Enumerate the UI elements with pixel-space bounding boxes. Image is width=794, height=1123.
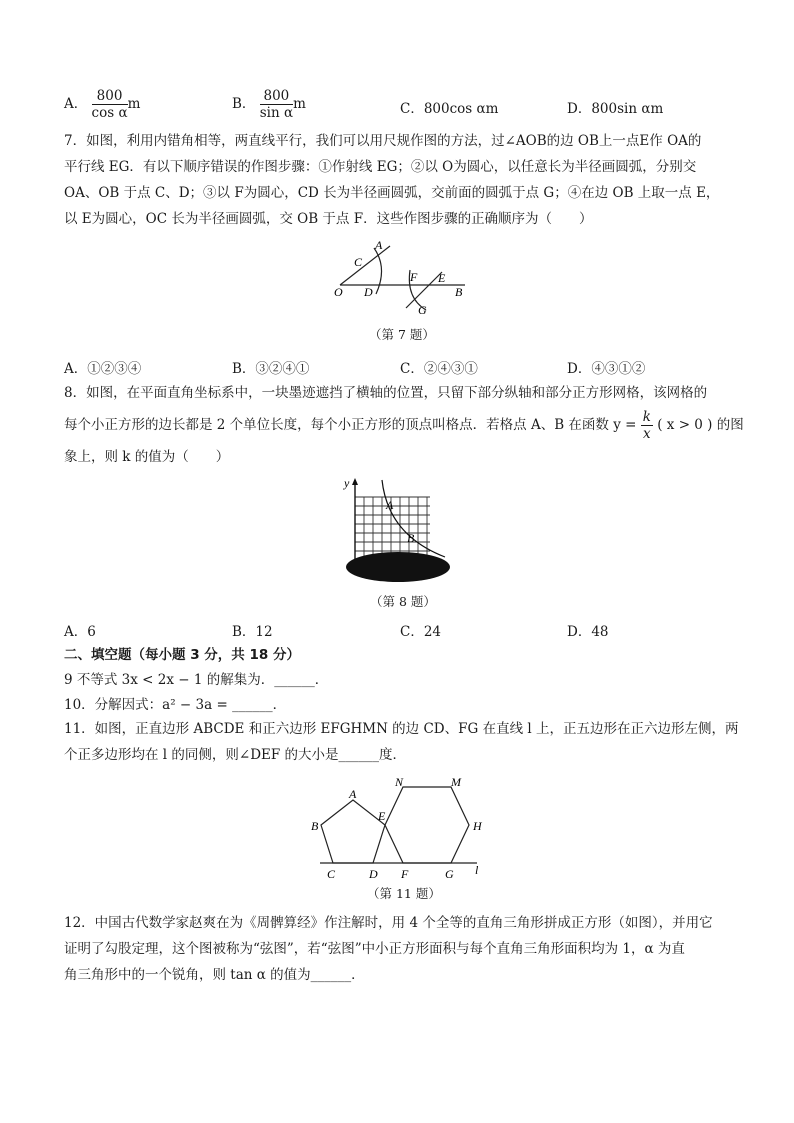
q7-option-d: D．④③①② [567, 361, 646, 377]
label-e: E [378, 809, 386, 823]
label-f: F [410, 270, 418, 284]
q12-line-2: 证明了勾股定理，这个图被称为“弦图”，若“弦图”中小正方形面积与每个直角三角形面积均为 1，α 为直 [64, 941, 685, 957]
label-m: M [451, 775, 461, 789]
label-b: B [407, 531, 415, 545]
label-b: B [455, 285, 463, 299]
label-o: O [334, 285, 343, 299]
pentagon-abcde [321, 800, 385, 863]
label-g: G [445, 867, 454, 880]
q8-line-2: 每个小正方形的边长都是 2 个单位长度，每个小正方形的顶点叫格点．若格点 A、B 在函数 y = $\frac{k}{x}$ ( x > 0 ) 的图 [64, 409, 744, 442]
q6-option-b: B． $\frac{800}{\text{sin α}}$ m [232, 88, 306, 121]
label-n: N [395, 775, 404, 789]
q7-line-4: 以 E为圆心，OC 长为半径画圆弧，交 OB 于点 F．这些作图步骤的正确顺序为（ ） [64, 211, 593, 227]
label-d: D [364, 285, 373, 299]
label-f: F [401, 867, 409, 880]
q6-option-a: A． $\frac{800}{\text{cos α}}$ m [64, 88, 141, 121]
q12-line-1: 12．中国古代数学家赵爽在为《周髀算经》作注解时，用 4 个全等的直角三角形拼成正方形（如图），并用它 [64, 915, 713, 931]
q11-caption: （第 11 题） [367, 886, 441, 901]
hyperbola [382, 480, 445, 557]
q8-line-3: 象上，则 k 的值为（ ） [64, 449, 230, 465]
q6-option-c: C．800cos αm [400, 101, 499, 117]
q8-line-1: 8．如图，在平面直角坐标系中，一块墨迹遮挡了横轴的位置，只留下部分纵轴和部分正方形网格，该网格的 [64, 385, 708, 401]
q8-figure [340, 475, 460, 585]
q7-option-a: A．①②③④ [64, 361, 142, 377]
section-fill-in-blanks: 二、填空题（每小题 3 分，共 18 分） [64, 647, 300, 663]
label-a: A [349, 787, 357, 801]
ray-oa [340, 246, 390, 285]
q11-figure [305, 770, 495, 880]
label-h: H [473, 819, 482, 833]
q7-caption: （第 7 题） [369, 327, 435, 342]
q7-figure [330, 238, 470, 318]
q10: 10．分解因式：a² − 3a = ______． [64, 697, 287, 713]
hexagon-efghmn [385, 787, 469, 863]
q7-line-2: 平行线 EG．有以下顺序错误的作图步骤：①作射线 EG；②以 O为圆心，以任意长为半径画圆弧，分别交 [64, 159, 697, 175]
q8-caption: （第 8 题） [370, 594, 436, 609]
q8-option-a: A．6 [64, 624, 96, 640]
q7-line-1: 7．如图，利用内错角相等，两直线平行，我们可以用尺规作图的方法，过∠AOB的边 OB上一点E作 OA的 [64, 133, 702, 149]
label-a: A [375, 238, 383, 252]
q8-option-b: B．12 [232, 624, 273, 640]
q9: 9 不等式 3x < 2x − 1 的解集为．______． [64, 672, 329, 688]
label-c: C [354, 255, 363, 269]
q6-option-d: D．800sin αm [567, 101, 664, 117]
label-b: B [311, 819, 319, 833]
label-l: l [475, 863, 479, 877]
arc-cd [374, 248, 382, 294]
label-e: E [438, 271, 446, 285]
q7-line-3: OA、OB 于点 C、D；③以 F为圆心，CD 长为半径画圆弧，交前面的圆弧于点 G；④在边 OB 上取一点 E， [64, 185, 720, 201]
label-a: A [386, 498, 394, 512]
label-c: C [327, 867, 336, 880]
label-y: y [344, 476, 350, 490]
y-axis-arrow [352, 478, 358, 485]
q7-option-b: B．③②④① [232, 361, 310, 377]
label-d: D [369, 867, 378, 880]
q11-line-2: 个正多边形均在 l 的同侧，则∠DEF 的大小是______度． [64, 747, 407, 763]
q8-option-c: C．24 [400, 624, 442, 640]
q12-line-3: 角三角形中的一个锐角，则 tan α 的值为______． [64, 967, 365, 983]
label-g: G [418, 303, 427, 317]
q8-option-d: D．48 [567, 624, 609, 640]
q7-option-c: C．②④③① [400, 361, 478, 377]
ink-blot [346, 552, 450, 582]
q11-line-1: 11．如图，正直边形 ABCDE 和正六边形 EFGHMN 的边 CD、FG 在直线 l 上，正五边形在正六边形左侧，两 [64, 721, 739, 737]
